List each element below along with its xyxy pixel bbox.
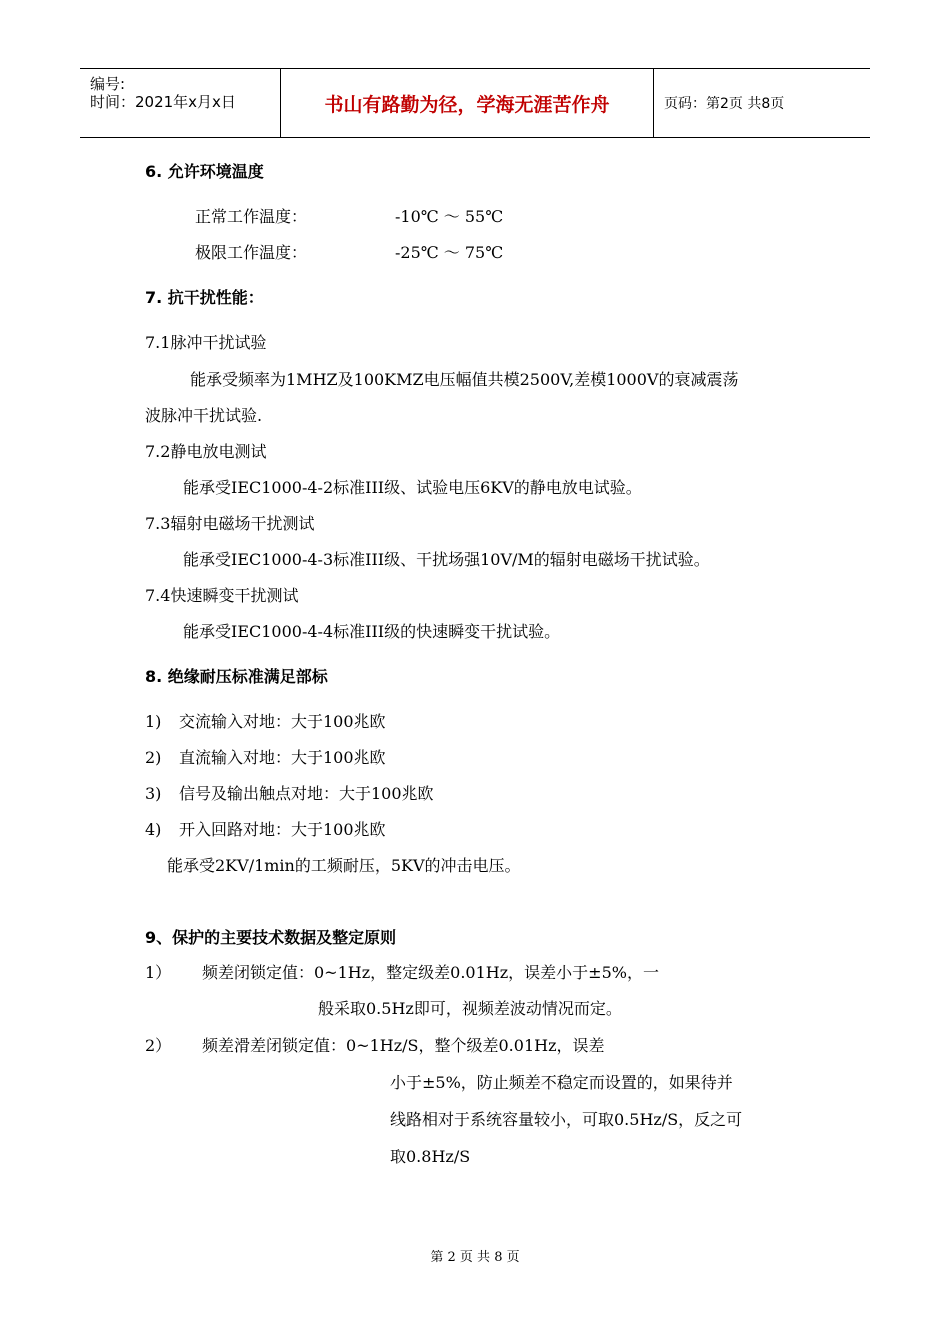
section-7-2-text: 能承受IEC1000-4-2标准III级、试验电压6KV的静电放电试验。 bbox=[183, 478, 642, 497]
section-9-item2-line2: 小于±5%，防止频差不稳定而设置的，如果待并 bbox=[390, 1073, 733, 1092]
list-item: 开入回路对地：大于100兆欧 bbox=[179, 820, 386, 839]
header-number: 编号: bbox=[90, 75, 126, 93]
section-7-4-text: 能承受IEC1000-4-4标准III级的快速瞬变干扰试验。 bbox=[183, 622, 561, 641]
section-7-3-title: 7.3辐射电磁场干扰测试 bbox=[145, 514, 315, 533]
header-meta bbox=[80, 69, 281, 137]
section-8-note: 能承受2KV/1min的工频耐压，5KV的冲击电压。 bbox=[167, 856, 521, 875]
temp-normal-value: -10℃ ～ 55℃ bbox=[395, 207, 504, 226]
section-6-title: 6. 允许环境温度 bbox=[145, 162, 264, 181]
list-item-number: 4) bbox=[145, 820, 162, 839]
section-7-1-text-line1: 能承受频率为1MHZ及100KMZ电压幅值共模2500V,差模1000V的衰减震荡 bbox=[190, 370, 739, 389]
section-9-title: 9、保护的主要技术数据及整定原则 bbox=[145, 928, 397, 947]
list-item-number: 1） bbox=[145, 963, 172, 982]
header-motto: 书山有路勤为径，学海无涯苦作舟 bbox=[281, 69, 654, 137]
list-item-number: 3) bbox=[145, 784, 162, 803]
list-item-number: 1) bbox=[145, 712, 162, 731]
list-item: 直流输入对地：大于100兆欧 bbox=[179, 748, 386, 767]
list-item-number: 2） bbox=[145, 1036, 172, 1055]
list-item: 信号及输出触点对地：大于100兆欧 bbox=[179, 784, 434, 803]
section-7-2-title: 7.2静电放电测试 bbox=[145, 442, 267, 461]
section-7-1-title: 7.1脉冲干扰试验 bbox=[145, 333, 267, 352]
section-9-item1-line2: 般采取0.5Hz即可，视频差波动情况而定。 bbox=[318, 999, 622, 1018]
header-page-info: 页码：第2页 共8页 bbox=[664, 96, 785, 112]
section-7-3-text: 能承受IEC1000-4-3标准III级、干扰场强10V/M的辐射电磁场干扰试验。 bbox=[183, 550, 710, 569]
section-7-title: 7. 抗干扰性能： bbox=[145, 288, 264, 307]
section-9-item2-line4: 取0.8Hz/S bbox=[390, 1147, 471, 1166]
section-9-item2-line3: 线路相对于系统容量较小，可取0.5Hz/S，反之可 bbox=[390, 1110, 743, 1129]
section-9-item2-line1: 频差滑差闭锁定值：0~1Hz/S，整个级差0.01Hz，误差 bbox=[202, 1036, 605, 1055]
section-9-item1-line1: 频差闭锁定值：0~1Hz，整定级差0.01Hz，误差小于±5%，一 bbox=[202, 963, 659, 982]
temp-limit-value: -25℃ ～ 75℃ bbox=[395, 243, 504, 262]
temp-limit-label: 极限工作温度： bbox=[195, 243, 308, 262]
section-8-title: 8. 绝缘耐压标准满足部标 bbox=[145, 667, 328, 686]
page-header bbox=[80, 68, 870, 138]
page-footer: 第 2 页 共 8 页 bbox=[430, 1250, 520, 1265]
list-item-number: 2) bbox=[145, 748, 162, 767]
section-7-1-text-line2: 波脉冲干扰试验. bbox=[145, 406, 263, 425]
list-item: 交流输入对地：大于100兆欧 bbox=[179, 712, 386, 731]
header-time: 时间：2021年x月x日 bbox=[90, 93, 236, 111]
temp-normal-label: 正常工作温度： bbox=[195, 207, 308, 226]
section-7-4-title: 7.4快速瞬变干扰测试 bbox=[145, 586, 299, 605]
